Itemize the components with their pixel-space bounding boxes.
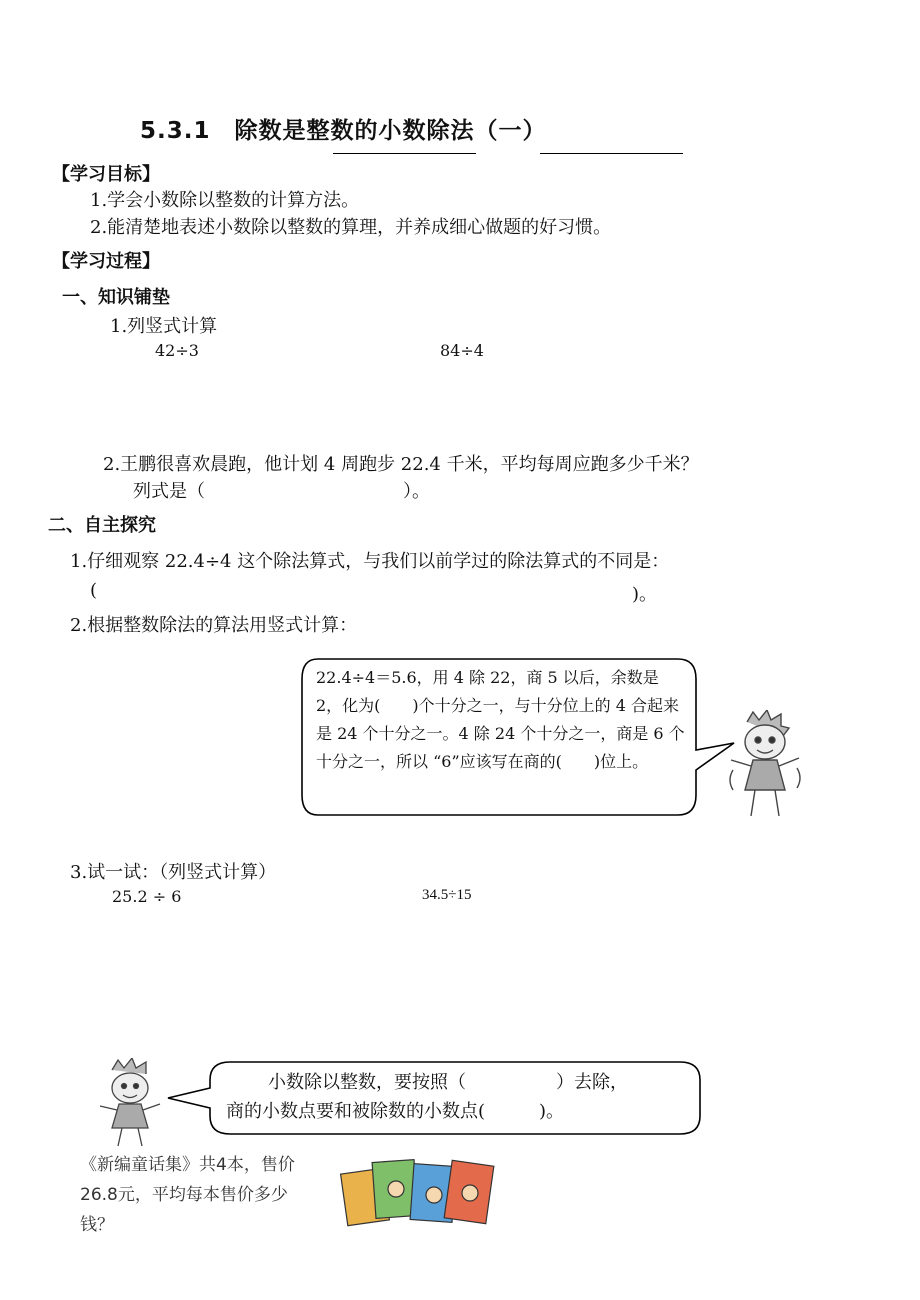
process-heading: 【学习过程】 xyxy=(52,251,160,272)
goal-item-1: 1.学会小数除以整数的计算方法。 xyxy=(90,190,360,211)
part2-q1-paren-open: ( xyxy=(90,580,98,601)
part1-q2-text: 2.王鹏很喜欢晨跑，他计划 4 周跑步 22.4 千米，平均每周应跑多少千米？ xyxy=(103,454,699,475)
bubble-2-line-2: 商的小数点要和被除数的小数点( )。 xyxy=(226,1101,565,1122)
cartoon-girl-illustration xyxy=(725,710,805,825)
title-underline-left xyxy=(333,153,476,154)
part1-heading: 一、知识铺垫 xyxy=(62,287,170,308)
story-problem-text: 《新编童话集》共4本，售价26.8元，平均每本售价多少钱？ xyxy=(80,1155,295,1235)
part2-q3-expr-b: 34.5÷15 xyxy=(422,887,472,903)
page-title: 5.3.1 除数是整数的小数除法（一） xyxy=(140,118,547,144)
part2-q3-expr-a: 25.2 ÷ 6 xyxy=(112,887,182,906)
bubble-1-text: 22.4÷4＝5.6，用 4 除 22，商 5 以后，余数是 2，化为( )个十分之一，与十分位上的 4 合起来是 24 个十分之一。4 除 24 个十分之一，商是 6 个十分之一，所以 “6”应该写在商的( )位上。 xyxy=(316,668,685,771)
cartoon-girl-illustration-2 xyxy=(90,1058,170,1148)
part1-q2-answer: 列式是（ ）。 xyxy=(133,481,430,502)
bubble-2-line-1: 小数除以整数，要按照（ ）去除， xyxy=(268,1072,628,1093)
part1-q1-label: 1.列竖式计算 xyxy=(110,316,218,337)
part2-heading: 二、自主探究 xyxy=(48,515,156,536)
goal-item-2: 2.能清楚地表述小数除以整数的算理，并养成细心做题的好习惯。 xyxy=(90,217,612,238)
title-underline-right xyxy=(540,153,683,154)
part2-q1-paren-close: )。 xyxy=(632,584,658,605)
part2-q2-text: 2.根据整数除法的算法用竖式计算： xyxy=(70,615,358,636)
books-illustration xyxy=(340,1155,500,1230)
part2-q1-text: 1.仔细观察 22.4÷4 这个除法算式，与我们以前学过的除法算式的不同是： xyxy=(70,551,670,572)
part1-q1-expr-b: 84÷4 xyxy=(440,341,484,360)
part2-q3-text: 3.试一试：（列竖式计算） xyxy=(70,862,277,883)
goals-heading: 【学习目标】 xyxy=(52,164,160,185)
part1-q1-expr-a: 42÷3 xyxy=(155,341,199,360)
